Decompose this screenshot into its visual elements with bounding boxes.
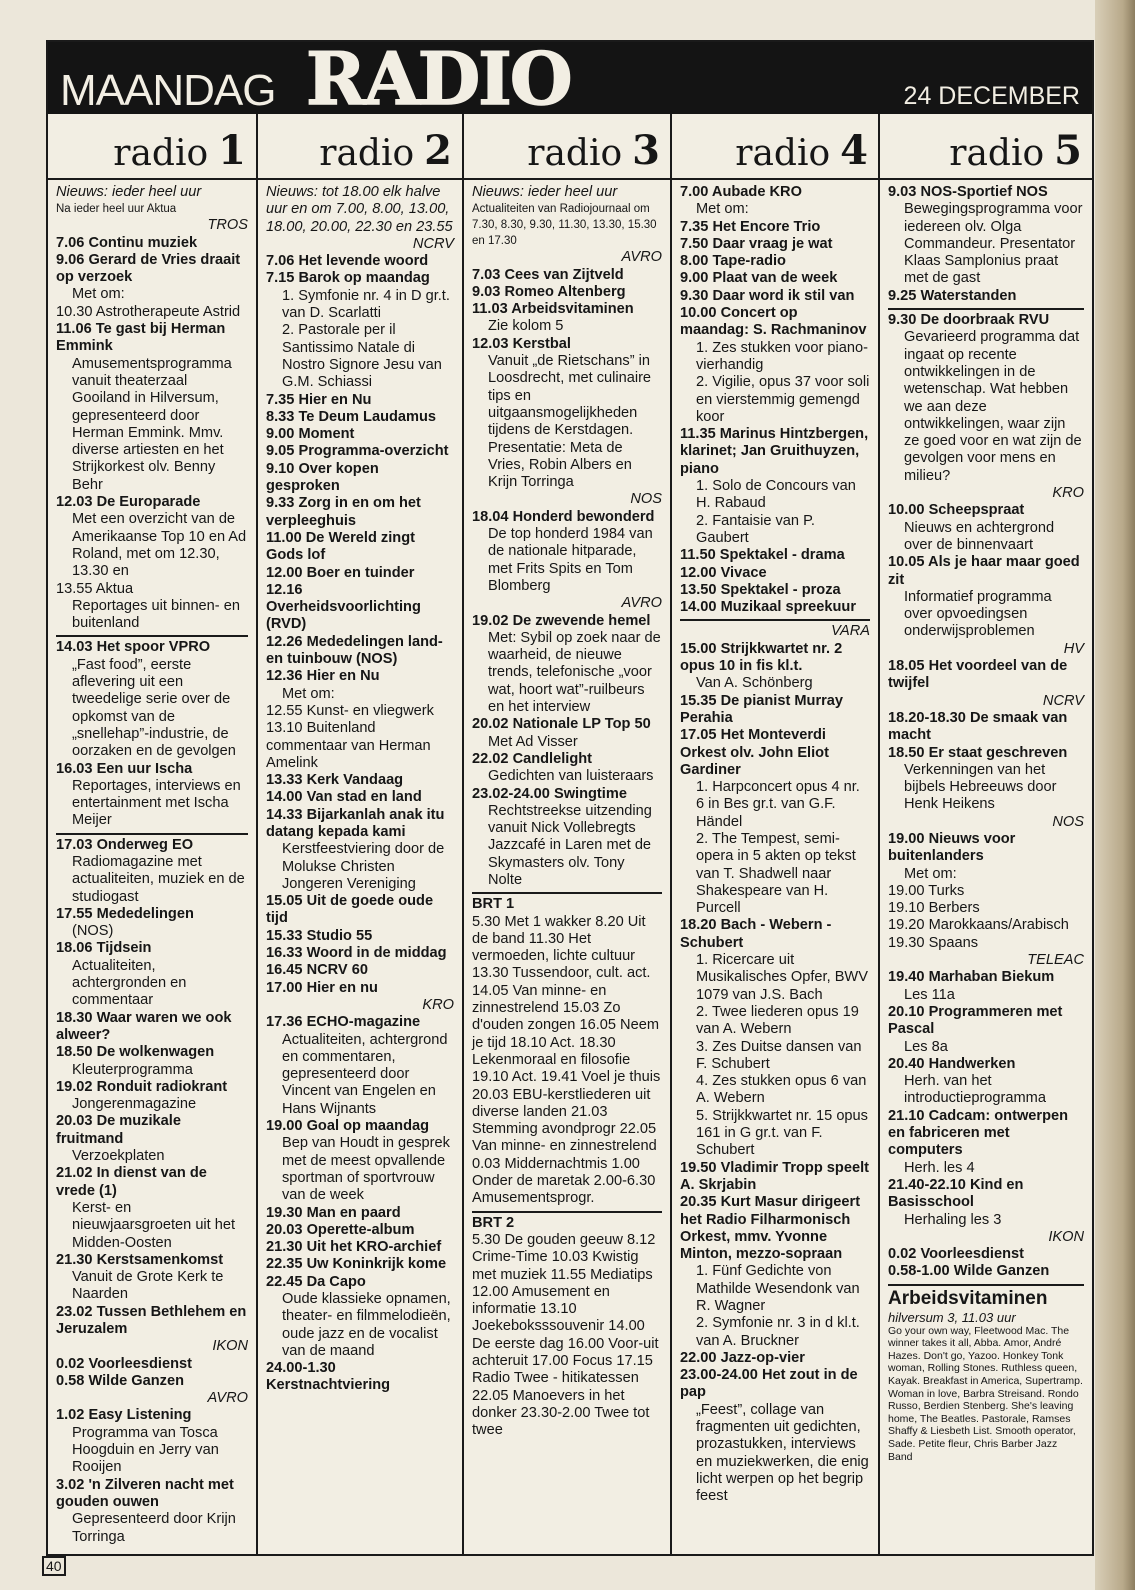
program-title: 23.02 Tussen Bethlehem en Jeruzalem [56, 1303, 247, 1337]
program-description: Reportages uit binnen- en buitenland [72, 597, 240, 632]
broadcaster-label: AVRO [621, 595, 662, 612]
program-entry: 19.00 Turks [888, 882, 965, 899]
program-description: Met om: [72, 286, 125, 303]
section-divider [888, 308, 1084, 310]
program-title: 7.00 Aubade KRO [680, 184, 802, 200]
box-title: Arbeidsvitaminen [888, 1287, 1048, 1309]
program-entry: 12.55 Kunst- en vliegwerk [266, 702, 434, 719]
program-description: Vanuit de Grote Kerk te Naarden [72, 1269, 224, 1303]
program-title: 3.02 'n Zilveren nacht met gouden ouwen [56, 1476, 234, 1510]
program-title: 11.00 De Wereld zingt Gods lof [266, 529, 415, 564]
program-title: 18.04 Honderd bewonderd [472, 508, 655, 525]
program-list [888, 184, 1084, 1286]
program-title: 9.00 Plaat van de week [680, 270, 838, 287]
program-description: Actualiteiten, achtergronden en commentaar [72, 957, 187, 1009]
program-title: 18.30 Waar waren we ook alweer? [56, 1009, 232, 1043]
column-radio-5 [880, 114, 1092, 1554]
program-title: 0.58 Wilde Ganzen [56, 1372, 185, 1389]
program-description: 4. Zes stukken opus 6 van A. Webern [696, 1073, 867, 1107]
channel-header [48, 114, 256, 180]
program-title: 17.36 ECHO-magazine [266, 1014, 421, 1031]
program-title: 23.02-24.00 Swingtime [472, 785, 627, 802]
program-title: 21.30 Uit het KRO-archief [266, 1239, 442, 1256]
channel-header [464, 114, 670, 180]
program-description: 1. Harpconcert opus 4 nr. 6 in Bes gr.t. van G.F. Händel [696, 779, 860, 830]
program-title: 11.06 Te gast bij Herman Emmink [56, 321, 226, 355]
program-title: 12.16 Overheidsvoorlichting (RVD) [266, 581, 421, 633]
program-title: 17.00 Hier en nu [266, 979, 378, 996]
program-title: 18.20 Bach - Webern - Schubert [680, 917, 832, 951]
program-title: 12.03 De Europarade [56, 494, 201, 511]
program-title: 9.06 Gerard de Vries draait op verzoek [56, 251, 241, 286]
program-description: 2. Twee liederen opus 19 van A. Webern [696, 1003, 859, 1038]
broadcaster-label: IKON [1048, 1228, 1084, 1245]
channel-number: 5 [1054, 127, 1082, 174]
program-title: 7.50 Daar vraag je wat [680, 235, 833, 252]
channel-header [258, 114, 462, 180]
program-entry: 10.30 Astrotherapeute Astrid [56, 303, 241, 320]
program-description: Met om: [696, 201, 749, 218]
program-entry: 19.10 Berbers [888, 900, 980, 917]
program-title: 15.00 Strijkkwartet nr. 2 opus 10 in fis kl.t. [680, 640, 843, 675]
program-description: 1. Ricercare uit Musikalisches Opfer, BWV 1079 van J.S. Bach [696, 952, 868, 1003]
program-title: 12.03 Kerstbal [472, 335, 571, 352]
program-title: 20.35 Kurt Masur dirigeert het Radio Filharmonisch Orkest, mmv. Yvonne Minton, mezzo-sopraan [680, 1194, 861, 1263]
program-title: 21.02 In dienst van de vrede (1) [56, 1165, 207, 1199]
program-title: 9.25 Waterstanden [888, 287, 1017, 304]
program-title: 9.10 Over kopen gesproken [266, 460, 379, 495]
program-title: 21.40-22.10 Kind en Basisschool [888, 1176, 1024, 1211]
program-description: Les 8a [904, 1038, 948, 1055]
page-title: RADIO [306, 36, 571, 121]
program-description: De top honderd 1984 van de nationale hitparade, met Frits Spits en Tom Blomberg [488, 526, 653, 594]
program-title: 17.03 Onderweg EO [56, 836, 194, 853]
program-list [266, 184, 454, 1395]
program-title: 17.55 Mededelingen [56, 905, 194, 922]
section-divider [56, 833, 248, 835]
program-title: 19.30 Man en paard [266, 1204, 401, 1221]
program-title: 14.33 Bijarkanlah anak itu datang kepada kami [266, 806, 445, 840]
channel-name: radio [527, 133, 623, 174]
program-title: 18.50 Er staat geschreven [888, 744, 1068, 761]
section-divider [888, 1284, 1084, 1286]
program-title: 22.45 Da Capo [266, 1273, 366, 1290]
column-radio-4 [672, 114, 880, 1554]
program-description: Oude klassieke opnamen, theater- en filmmelodieën, oude jazz en de vocalist van de maand [282, 1291, 451, 1359]
box-subtitle: hilversum 3, 11.03 uur [888, 1309, 1016, 1325]
program-description: Vanuit „de Rietschans” in Loosdrecht, met culinaire tips en uitgaansmogelijkheden tijdens de Kerstdagen. Presentatie: Meta de Vries, Robin Albers en Krijn Torringa [488, 353, 652, 491]
program-title: 13.50 Spektakel - proza [680, 581, 841, 598]
program-title: 21.30 Kerstsamenkomst [56, 1251, 224, 1268]
news-subnote: Actualiteiten van Radiojournaal om 7.30, 8.30, 9.30, 11.30, 13.30, 15.30 en 17.30 [472, 203, 657, 248]
program-description: Herh. van het introductieprogramma [904, 1073, 1046, 1107]
program-title: 16.03 Een uur Ischa [56, 760, 193, 777]
broadcaster-label: KRO [422, 996, 454, 1013]
program-description: Verzoekplaten [72, 1148, 165, 1165]
broadcaster-label: VARA [831, 623, 870, 640]
program-title: 19.00 Nieuws voor buitenlanders [888, 830, 1016, 865]
program-title: 20.03 Operette-album [266, 1221, 415, 1238]
program-title: 7.06 Continu muziek [56, 234, 198, 251]
program-description: Kleuterprogramma [72, 1061, 193, 1078]
channel-header [672, 114, 878, 180]
program-description: Gevarieerd programma dat ingaat op recente ontwikkelingen in de wetenschap. Wat hebben we aan deze ontwikkelingen, waar zijn ze goed voor en wat zijn de gevolgen voor mens en milieu? [904, 329, 1082, 484]
program-entry: 19.30 Spaans [888, 934, 979, 951]
program-title: 16.45 NCRV 60 [266, 962, 368, 979]
program-title: 10.00 Scheepspraat [888, 502, 1025, 519]
news-note: Nieuws: tot 18.00 elk halve uur en om 7.00, 8.00, 13.00, 18.00, 20.00, 22.30 en 23.55 [266, 184, 453, 235]
broadcaster-label: NCRV [412, 235, 454, 252]
header-bar [48, 36, 1092, 121]
program-description: Kerstfeestviering door de Molukse Christen Jongeren Vereniging [282, 841, 445, 892]
columns [48, 114, 1092, 1554]
program-description: 2. Fantaisie van P. Gaubert [696, 512, 815, 546]
program-description: Met om: [904, 865, 957, 882]
broadcaster-label: NCRV [1042, 692, 1084, 709]
program-entry: 5.30 De gouden geeuw 8.12 Crime-Time 10.03 Kwistig met muziek 11.55 Mediatips 12.00 Amusement en informatie 13.10 Joekeboksssouvenir 14.00 De eerste dag 16.00 Voor-uit achteruit 17.00 Focus 17.15 Radio Twee - hitikatessen 22.05 Manoevers in het donker 23.30-2.00 Twee tot twee [472, 1231, 659, 1439]
program-title: 9.30 Daar word ik stil van [680, 287, 855, 304]
program-description: Amusementsprogramma vanuit theaterzaal Gooiland in Hilversum, gepresenteerd door Herman Emmink. Mmv. diverse artiesten en het Strijkorkest olv. Benny Behr [72, 355, 232, 493]
program-description: Nieuws en achtergrond over de binnenvaart [904, 519, 1055, 553]
station-label: BRT 2 [472, 1214, 515, 1231]
broadcaster-label: TROS [207, 217, 248, 234]
program-description: Herh. les 4 [904, 1159, 975, 1176]
program-description: 1. Zes stukken voor piano-vierhandig [696, 339, 868, 373]
channel-number: 4 [840, 127, 868, 174]
channel-number: 3 [632, 127, 660, 174]
program-entry: 5.30 Met 1 wakker 8.20 Uit de band 11.30 Het vermoeden, lichte cultuur 13.30 Tussendoor, cult. act. 14.05 Van minne- en zinnestrelend 15.03 Zo d'ouden zongen 16.05 Neem je tijd 18.10 Act. 18.30 Lekenmoraal en filosofie 19.10 Act. 19.41 Voel je thuis 20.03 EBU-kerstliederen uit diverse landen 21.03 Stemming avondprogr 22.05 Van minne- en zinnestrelend 0.03 Middernachtmis 1.00 Onder de maretak 2.00-6.30 Amusementsprogr. [472, 913, 661, 1207]
broadcaster-label: NOS [630, 491, 662, 508]
broadcaster-label: HV [1063, 640, 1084, 657]
program-title: 11.03 Arbeidsvitaminen [472, 301, 634, 318]
listing-frame [46, 36, 1094, 1556]
broadcaster-label: NOS [1052, 813, 1084, 830]
program-title: 13.33 Kerk Vandaag [266, 772, 404, 789]
program-description: Herhaling les 3 [904, 1211, 1002, 1228]
program-title: 7.15 Barok op maandag [266, 270, 430, 287]
program-title: 1.02 Easy Listening [56, 1407, 192, 1424]
program-description: Kerst- en nieuwjaarsgroeten uit het Midden-Oosten [72, 1199, 236, 1251]
program-description: 2. Symfonie nr. 3 in d kl.t. van A. Bruckner [696, 1315, 860, 1349]
program-title: 20.02 Nationale LP Top 50 [472, 716, 651, 733]
news-note: Nieuws: ieder heel uur [56, 184, 202, 200]
program-title: 14.00 Van stad en land [266, 789, 422, 806]
program-title: 9.30 De doorbraak RVU [888, 312, 1050, 329]
program-description: 2. Pastorale per il Santissimo Natale di Nostro Signore Jesu van G.M. Schiassi [282, 322, 442, 391]
program-title: 10.05 Als je haar maar goed zit [888, 554, 1080, 588]
box-text: Go your own way, Fleetwood Mac. The winner takes it all, Abba. Amor, André Hazes. Don't go, Yazoo. Honkey Tonk woman, Rolling Stones. Ruthless queen, Kayak. Breakfast in America, Supertramp. Woman in love, Barbra Streisand. Rondo Russo, Berdien Stenberg. She's leaving home, The Beatles. Pastorale, Ramses Shaffy & Liesbeth List. Smooth operator, Sade. Petite fleur, Chris Barber Jazz Band [888, 1324, 1083, 1463]
program-description: Rechtstreekse uitzending vanuit Nick Vollebregts Jazzcafé in Laren met de Skymasters olv. Tony Nolte [488, 802, 652, 888]
program-title: 18.05 Het voordeel van de twijfel [888, 658, 1068, 692]
program-title: 18.20-18.30 De smaak van macht [888, 709, 1068, 744]
program-title: 9.05 Programma-overzicht [266, 443, 449, 460]
program-title: 19.40 Marhaban Biekum [888, 969, 1055, 986]
program-description: Les 11a [904, 986, 955, 1003]
program-description: Gepresenteerd door Krijn Torringa [72, 1511, 236, 1545]
program-title: 20.40 Handwerken [888, 1055, 1016, 1072]
program-title: 22.00 Jazz-op-vier [680, 1349, 805, 1366]
section-divider [472, 1211, 662, 1213]
program-entry: 13.10 Buitenland commentaar van Herman Amelink [266, 720, 431, 771]
program-title: 15.05 Uit de goede oude tijd [266, 893, 434, 927]
program-title: 24.00-1.30 Kerstnachtviering [266, 1360, 391, 1394]
date-label: 24 DECEMBER [903, 82, 1080, 110]
channel-name: radio [113, 133, 209, 174]
broadcaster-label: KRO [1052, 485, 1084, 502]
program-entry: 13.55 Aktua [56, 580, 134, 597]
program-description: Bewegingsprogramma voor iedereen olv. Olga Commandeur. Presentator Klaas Samplonius praat met de gast [904, 201, 1083, 287]
program-description: Met om: [282, 685, 335, 702]
program-description: Met: Sybil op zoek naar de waarheid, de nieuwe trends, telefonische „voor wat, hoort wat”-ruilbeurs en het interview [488, 629, 661, 716]
program-description: Zie kolom 5 [488, 318, 564, 335]
program-title: 7.06 Het levende woord [266, 253, 429, 270]
program-description: Jongerenmagazine [72, 1096, 197, 1113]
news-note: Nieuws: ieder heel uur [472, 184, 618, 200]
program-title: 12.36 Hier en Nu [266, 668, 380, 685]
program-description: Met Ad Visser [488, 733, 578, 750]
program-title: 12.26 Mededelingen land- en tuinbouw (NOS) [266, 633, 443, 668]
program-description: „Feest”, collage van fragmenten uit gedichten, prozastukken, interviews en muziekwerken, die enig licht werpen op het begrip feest [696, 1401, 869, 1505]
channel-number: 1 [218, 127, 246, 174]
program-description: 1. Symfonie nr. 4 in D gr.t. van D. Scarlatti [282, 287, 450, 322]
arbeidsvitaminen-box [888, 1288, 1084, 1464]
program-title: 12.00 Boer en tuinder [266, 564, 415, 581]
program-description: 2. The Tempest, semi-opera in 5 akten op tekst van T. Shadwell naar Shakespeare van H. Purcell [696, 830, 856, 917]
program-description: 5. Strijkkwartet nr. 15 opus 161 in G gr.t. van F. Schubert [696, 1107, 868, 1159]
program-description: Programma van Tosca Hoogduin en Jerry van Rooijen [72, 1424, 219, 1476]
program-title: 11.35 Marinus Hintzbergen, klarinet; Jan Gruithuyzen, piano [680, 426, 869, 477]
program-title: 0.02 Voorleesdienst [888, 1246, 1024, 1263]
program-title: 21.10 Cadcam: ontwerpen en fabriceren met computers [888, 1107, 1069, 1159]
program-list [472, 184, 662, 1439]
program-title: 16.33 Woord in de middag [266, 945, 447, 962]
channel-name: radio [949, 133, 1045, 174]
broadcaster-label: AVRO [207, 1390, 248, 1407]
broadcaster-label: AVRO [621, 249, 662, 266]
program-title: 23.00-24.00 Het zout in de pap [680, 1367, 858, 1401]
program-title: 9.03 Romeo Altenberg [472, 283, 626, 300]
program-title: 0.02 Voorleesdienst [56, 1355, 192, 1372]
page-number: 40 [42, 1556, 66, 1576]
program-title: 15.33 Studio 55 [266, 927, 373, 944]
program-description: Met een overzicht van de Amerikaanse Top 10 en Ad Roland, met om 12.30, 13.30 en [72, 511, 247, 580]
program-title: 9.00 Moment [266, 426, 355, 443]
program-description: Van A. Schönberg [696, 675, 813, 692]
program-description: Gedichten van luisteraars [488, 768, 654, 785]
program-description: 2. Vigilie, opus 37 voor soli en vierstemmig gemengd koor [696, 374, 870, 425]
program-title: 15.35 De pianist Murray Perahia [680, 692, 844, 726]
program-description: (NOS) [72, 923, 114, 940]
page-fold [1095, 0, 1135, 1590]
channel-name: radio [319, 133, 415, 174]
program-title: 18.50 De wolkenwagen [56, 1044, 215, 1061]
program-title: 20.03 De muzikale fruitmand [56, 1113, 181, 1147]
day-label: MAANDAG [60, 66, 276, 115]
channel-name: radio [735, 133, 831, 174]
program-description: 3. Zes Duitse dansen van F. Schubert [696, 1038, 862, 1072]
program-description: Verkenningen van het bijbels Hebreeuws door Henk Heikens [904, 761, 1057, 813]
program-list [56, 184, 248, 1546]
program-title: 8.00 Tape-radio [680, 253, 786, 270]
program-description: 1. Fünf Gedichte von Mathilde Wesendonk van R. Wagner [696, 1263, 860, 1314]
program-description: Bep van Houdt in gesprek met de meest opvallende sportman of sportvrouw van de week [282, 1135, 450, 1204]
program-title: 22.02 Candlelight [472, 750, 593, 767]
column-radio-3 [464, 114, 672, 1554]
station-label: BRT 1 [472, 896, 515, 913]
program-description: Radiomagazine met actualiteiten, muziek en de studiogast [72, 853, 245, 905]
column-radio-2 [258, 114, 464, 1554]
program-description: „Fast food”, eerste aflevering uit een tweedelige serie over de opkomst van de „snellehap”-industrie, de oorzaken en de gevolgen [72, 656, 236, 760]
program-description: 1. Solo de Concours van H. Rabaud [696, 478, 856, 512]
program-title: 20.10 Programmeren met Pascal [888, 1003, 1063, 1038]
channel-header [880, 114, 1092, 180]
program-title: 19.02 De zwevende hemel [472, 612, 651, 629]
program-description: Reportages, interviews en entertainment met Ischa Meijer [72, 777, 241, 829]
program-title: 22.35 Uw Koninkrijk kome [266, 1256, 447, 1273]
program-list [680, 184, 870, 1506]
section-divider [680, 619, 870, 621]
program-title: 9.03 NOS-Sportief NOS [888, 184, 1048, 200]
program-description: Actualiteiten, achtergrond en commentaren, gepresenteerd door Vincent van Engelen en Hans Wijnants [282, 1031, 448, 1117]
program-title: 7.03 Cees van Zijtveld [472, 266, 624, 283]
program-title: 0.58-1.00 Wilde Ganzen [888, 1263, 1050, 1280]
program-title: 11.50 Spektakel - drama [680, 547, 845, 564]
program-title: 9.33 Zorg in en om het verpleeghuis [266, 495, 421, 529]
program-title: 14.00 Muzikaal spreekuur [680, 599, 857, 616]
program-title: 7.35 Hier en Nu [266, 391, 372, 408]
program-title: 7.35 Het Encore Trio [680, 218, 821, 235]
program-title: 8.33 Te Deum Laudamus [266, 408, 437, 425]
program-title: 14.03 Het spoor VPRO [56, 639, 211, 656]
section-divider [56, 635, 248, 637]
broadcaster-label: IKON [212, 1338, 248, 1355]
program-description: Informatief programma over opvoedingsen onderwijsproblemen [904, 588, 1052, 640]
program-title: 19.00 Goal op maandag [266, 1118, 430, 1135]
program-title: 18.06 Tijdsein [56, 940, 152, 957]
program-title: 17.05 Het Monteverdi Orkest olv. John Eliot Gardiner [680, 727, 829, 778]
program-title: 12.00 Vivace [680, 564, 767, 581]
program-title: 19.02 Ronduit radiokrant [56, 1078, 228, 1095]
column-radio-1 [48, 114, 258, 1554]
channel-number: 2 [424, 127, 452, 174]
broadcaster-label: TELEAC [1027, 952, 1084, 969]
section-divider [472, 892, 662, 894]
program-title: 19.50 Vladimir Tropp speelt A. Skrjabin [680, 1159, 869, 1193]
news-subnote: Na ieder heel uur Aktua [56, 203, 177, 216]
program-title: 10.00 Concert op maandag: S. Rachmaninov [680, 305, 867, 339]
program-entry: 19.20 Marokkaans/Arabisch [888, 917, 1069, 934]
